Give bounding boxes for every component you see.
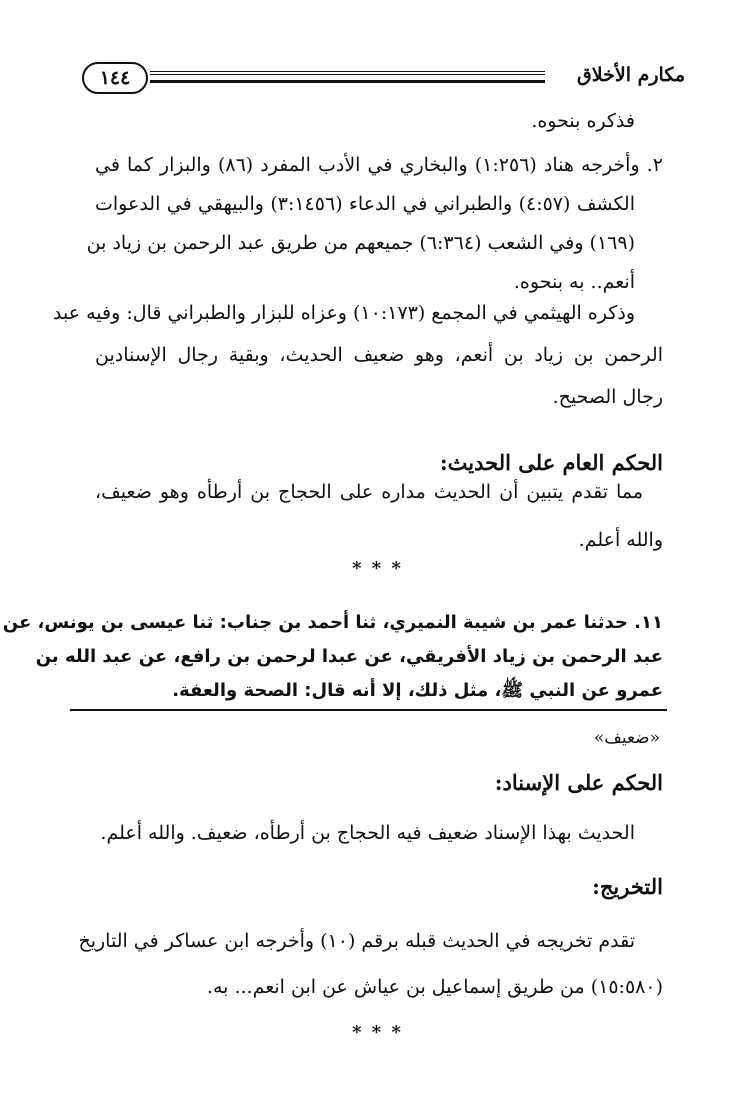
section-separator-end: * * *	[352, 1022, 403, 1043]
text-line: (١٥:٥٨٠) من طريق إسماعيل بن عياش عن ابن انعم... به.	[206, 976, 663, 998]
running-header	[72, 62, 685, 96]
text-line: رجال الصحيح.	[552, 386, 663, 408]
general-ruling-paragraph	[95, 468, 663, 564]
takhrij-paragraph-11	[78, 918, 663, 1010]
text-line: (١٦٩) وفي الشعب (٦:٣٦٤) جميعهم من طريق عبد الرحمن بن زياد بن	[86, 232, 635, 254]
text-line: الرحمن بن زياد بن أنعم، وهو ضعيف الحديث، وبقية رجال الإسنادين	[95, 344, 663, 366]
book-title: مكارم الأخلاق	[577, 64, 685, 86]
takhrij-paragraph-2	[86, 146, 663, 302]
text-line: الكشف (٤:٥٧) والطبراني في الدعاء (٣:١٤٥٦) والبيهقي في الدعوات	[95, 193, 635, 215]
text-line: تقدم تخريجه في الحديث قبله برقم (١٠) وأخرجه ابن عساكر في التاريخ	[78, 930, 635, 952]
text-line: عبد الرحمن بن زياد الأفريقي، عن عبدا لرحمن بن رافع، عن عبد الله بن	[35, 646, 663, 667]
heading-isnad-ruling: الحكم على الإسناد:	[494, 770, 663, 795]
text-line: ١١. حدثنا عمر بن شيبة النميري، ثنا أحمد بن جناب: ثنا عيسى بن يونس، عن	[2, 612, 663, 633]
heading-takhrij: التخريج:	[592, 874, 663, 899]
text-line: أنعم.. به بنحوه.	[513, 271, 635, 293]
text-line: وذكره الهيثمي في المجمع (١٠:١٧٣) وعزاه للبزار والطبراني قال: وفيه عبد	[53, 302, 635, 324]
haythami-paragraph	[53, 292, 663, 418]
isnad-ruling-paragraph	[95, 822, 635, 844]
section-separator: * * *	[352, 558, 403, 579]
page-number: ١٤٤	[82, 62, 148, 94]
text-line: مما تقدم يتبين أن الحديث مداره على الحجاج بن أرطأه وهو ضعيف،	[95, 481, 643, 503]
text-line: فذكره بنحوه.	[531, 110, 635, 132]
text-line: والله أعلم.	[578, 529, 663, 551]
hadith-grade: «ضعيف»	[593, 728, 660, 748]
heading-general-ruling: الحكم العام على الحديث:	[439, 450, 663, 475]
text-line: ٢. وأخرجه هناد (١:٢٥٦) والبخاري في الأدب المفرد (٨٦) والبزار كما في	[95, 154, 663, 176]
text-line: الحديث بهذا الإسناد ضعيف فيه الحجاج بن أرطأه، ضعيف. والله أعلم.	[100, 822, 635, 844]
hadith-11	[2, 606, 663, 708]
text-line: عمرو عن النبي ﷺ، مثل ذلك، إلا أنه قال: الصحة والعفة.	[172, 680, 663, 701]
header-rule	[150, 71, 545, 83]
hadith-underline-rule	[70, 709, 667, 711]
